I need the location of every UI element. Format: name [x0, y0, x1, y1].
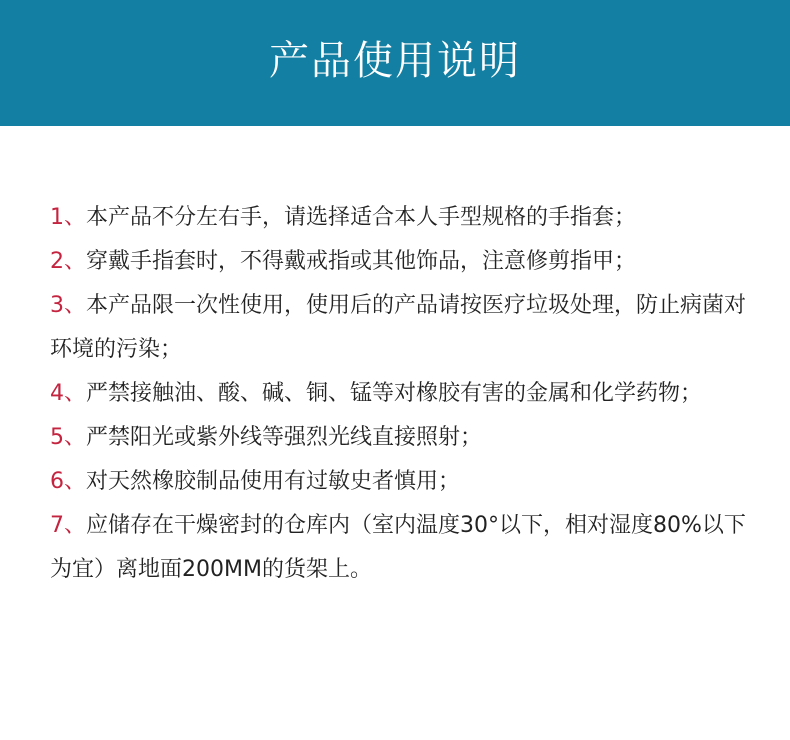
instructions-list [50, 196, 750, 592]
instruction-number: 3、 [50, 293, 86, 318]
instruction-text: 本产品不分左右手，请选择适合本人手型规格的手指套； [86, 205, 637, 230]
instruction-item [50, 416, 750, 460]
instruction-item [50, 372, 750, 416]
instruction-number: 6、 [50, 469, 86, 494]
instruction-number: 7、 [50, 513, 86, 538]
instruction-text: 应储存在干燥密封的仓库内（室内温度30°以下，相对湿度80%以下为宜）离地面200MM的货架上。 [50, 513, 746, 582]
instruction-text: 穿戴手指套时，不得戴戒指或其他饰品，注意修剪指甲； [86, 249, 637, 274]
instruction-text: 严禁阳光或紫外线等强烈光线直接照射； [86, 425, 483, 450]
instruction-number: 1、 [50, 205, 86, 230]
instruction-item [50, 504, 750, 592]
instruction-item [50, 460, 750, 504]
instruction-number: 2、 [50, 249, 86, 274]
instruction-item [50, 240, 750, 284]
instruction-item [50, 196, 750, 240]
instruction-text: 对天然橡胶制品使用有过敏史者慎用； [86, 469, 461, 494]
instruction-item [50, 284, 750, 372]
page-title: 产品使用说明 [269, 38, 521, 84]
instruction-number: 5、 [50, 425, 86, 450]
instruction-text: 本产品限一次性使用，使用后的产品请按医疗垃圾处理，防止病菌对环境的污染； [50, 293, 747, 362]
instruction-number: 4、 [50, 381, 86, 406]
header-banner [0, 0, 790, 126]
instruction-text: 严禁接触油、酸、碱、铜、锰等对橡胶有害的金属和化学药物； [86, 381, 703, 406]
